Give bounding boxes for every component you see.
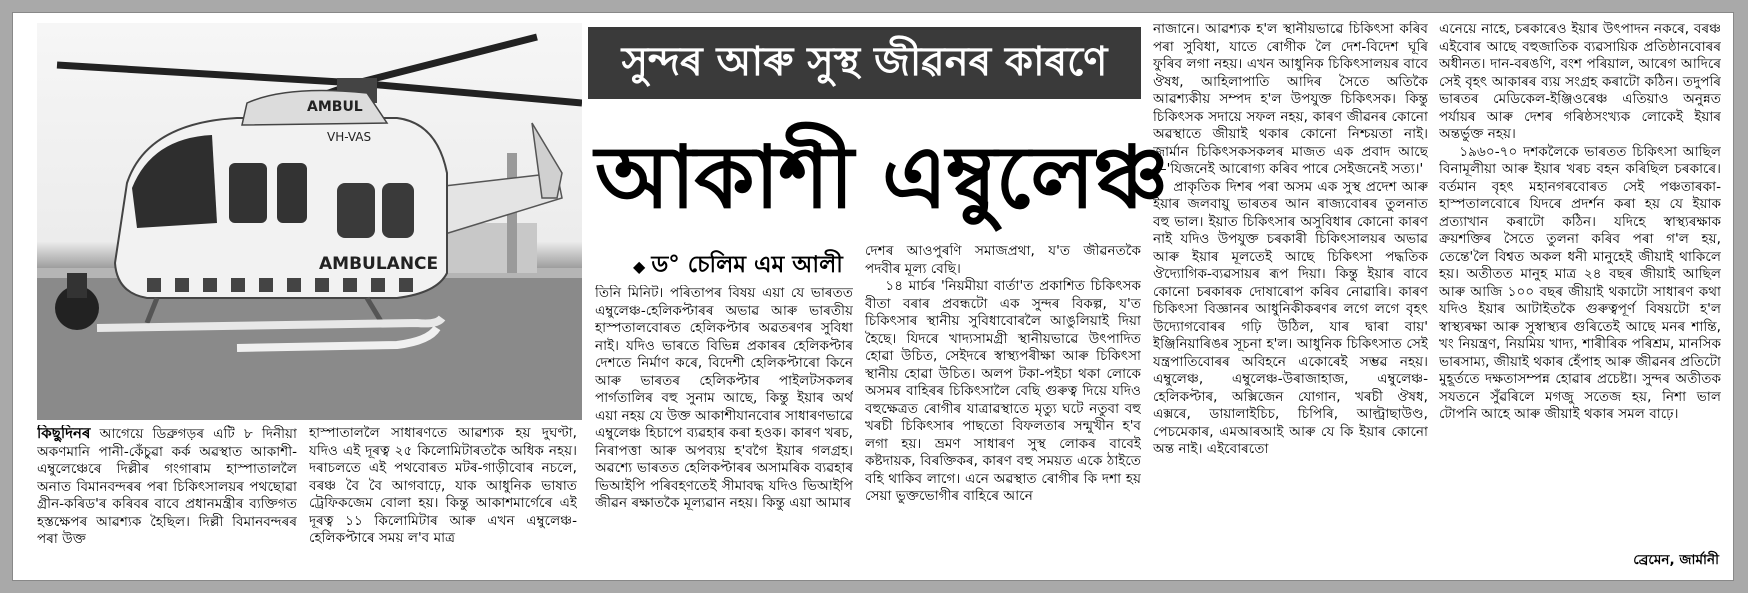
- column-2: [309, 425, 577, 575]
- column-1-text: আগেয়ে ডিব্ৰুগড়ৰ এটি ৮ দিনীয়া অকণমানি পানী-কেঁচুৱা কৰ্ক অৱস্থাত আকাশী-এম্বুলেঞ্চেৰে দিল্লীৰ গংগাৰাম হাস্পাতাললৈ অনাত বিমানবন্দৰৰ পৰা চিকিৎসালয়ৰ পথছোৱা গ্ৰীন-কৰিড'ৰ কৰিবৰ বাবে প্ৰধানমন্ত্ৰীৰ ব্যক্তিগত হস্তক্ষেপৰ আৱশ্যক হৈছিল। দিল্লী বিমানবন্দৰৰ পৰা উক্ত: [37, 426, 297, 547]
- author-name: ড° চেলিম এম আলী: [651, 252, 843, 278]
- author-location: ব্ৰেমেন, জাৰ্মানী: [1633, 552, 1719, 568]
- column-4-p1: দেশৰ আওপুৰণি সমাজপ্ৰথা, য'ত জীৱনতকৈ পদবীৰ মূল্য বেছি।: [865, 243, 1141, 277]
- column-5: [1153, 21, 1428, 575]
- column-3: [595, 285, 853, 575]
- column-6-p2: ১৯৬০-৭০ দশকলৈকে ভাৰতত চিকিৎসা আছিল বিনামূলীয়া আৰু ইয়াৰ খৰচ বহন কৰিছিল চৰকাৰে। বৰ্তমান বৃহৎ মহানগৰবোৰত সেই পঞ্চতাৰকা-হাস্পতালবোৰে যিদৰে প্ৰদৰ্শন কৰা হয় যে ইয়াক প্ৰত্যাখান কৰাটো কঠিন। যদিহে স্বাস্থ্যৰক্ষাক ক্ৰয়শক্তিৰ সৈতে তুলনা কৰিব পৰা গ'ল হয়, তেন্তে'লৈ বিশ্বত অকল ধনী মানুহেই জীয়াই থাকিলে হয়। অতীতত মানুহ মাত্ৰ ২৪ বছৰ জীয়াই আছিল আৰু আজি ১০০ বছৰ জীয়াই থকাটো সাধাৰণ কথা যদিও ইয়াৰ আটাইতকৈ গুৰুত্বপূৰ্ণ বিষয়টো হ'ল স্বাস্থ্যৰক্ষা আৰু সুস্বাস্থ্যৰ গুৰিতেই আছে মনৰ শান্তি, খং নিয়ন্ত্ৰণ, নিয়মিয় খাদ্য, শাৰীৰিক পৰিশ্ৰম, মানসিক ভাৰসাম্য, জীয়াই থকাৰ হেঁপাহ আৰু জীৱনৰ প্ৰতিটো মুহূৰ্ততে দক্ষতাসম্পন্ন হোৱাৰ প্ৰচেষ্টা। সুন্দৰ অতীতক সযতনে সুঁৱৰিলে মগজু সতেজ হয়, নিশা ভাল টোপনি আহে আৰু জীয়াই থকাৰ সমল বাঢ়ে।: [1439, 143, 1721, 422]
- helicopter-top-text: AMBUL: [307, 99, 363, 115]
- column-6-p1: এনেয়ে নাহে, চৰকাৰেও ইয়াৰ উৎপাদন নকৰে, বৰঞ্চ এইবোৰ আছে বহুজাতিক ব্যৱসায়িক প্ৰতিষ্ঠানবোৰৰ অধীনত। দান-বৰঙণি, বংশ পৰিয়াল, আৰেগ আদিৰে সেই বৃহৎ আকাৰৰ ব্যয় সংগ্ৰহ কৰাটো কঠিন। তদুপৰি ভাৰতৰ মেডিকেল-ইঞ্জিওৰেঞ্চ এতিয়াও অনুন্নত পৰ্যায়ৰ আৰু দেশৰ গৰিষ্ঠসংখ্যক লোকেই ইয়াৰ অন্তৰ্ভুক্ত নহয়।: [1439, 21, 1721, 142]
- column-1: [37, 425, 297, 575]
- helicopter-illustration: [37, 23, 582, 420]
- column-5-p1: নাজানে। আৱশ্যক হ'ল স্থানীয়ভাৱে চিকিৎসা কৰিব পৰা সুবিধা, যাতে ৰোগীক লৈ দেশ-বিদেশ ঘূৰি ফুৰিব লগা নহয়। এখন আধুনিক চিকিৎসালয়ৰ বাবে ঔষধ, আহিলাপাতি আদিৰ সৈতে অতিকৈ আৱশ্যকীয় সম্পদ হ'ল উপযুক্ত চিকিৎসক। কিন্তু চিকিৎসক সদায়ে সফল নহয়, কাৰণ জীৱনৰ কোনো অৱস্থাতে জীয়াই থকাৰ কোনো নিশ্চয়তা নাই। জাৰ্মান চিকিৎসকসকলৰ মাজত এক প্ৰবাদ আছে—'যিজনেই আৰোগ্য কৰিব পাৰে সেইজনেই সত্য।': [1153, 21, 1428, 177]
- lead-word: কিছুদিনৰ: [37, 425, 91, 442]
- article-headline: আকাশী এম্বুলেঞ্চ: [595, 128, 1168, 228]
- helicopter-side-text: AMBULANCE: [319, 254, 439, 274]
- column-5-p2: প্ৰাকৃতিক দিশৰ পৰা অসম এক সুস্থ প্ৰদেশ আৰু ইয়াৰ জলবায়ু ভাৰতৰ আন ৰাজ্যবোৰৰ তুলনাত বহু ভাল। ইয়াত চিকিৎসাৰ অসুবিধাৰ কোনো কাৰণ নাই যদিও উপযুক্ত চৰকাৰী চিকিৎসালয়ৰ অভাৱ আৰু ইয়াৰ মূলতেই আছে চিকিৎসা পদ্ধতিক ঔদ্যোগিক-ব্যৱসায়ৰ ৰূপ দিয়া। কিন্তু ইয়াৰ বাবে কোনো চৰকাৰক দোষাৰোপ কৰিব নোৱাৰি। কাৰণ চিকিৎসা বিজ্ঞানৰ আধুনিকীকৰণৰ লগে লগে বৃহৎ উদ্যোগবোৰৰ গঢ়ি উঠিল, যাৰ দ্বাৰা বায়' ইঞ্জিনিয়াৰিঙৰ সূচনা হ'ল। আধুনিক চিকিৎসাত সেই যন্ত্ৰপাতিবোৰৰ অবিহনে একোৰেই সম্ভৱ নহয়। এম্বুলেঞ্চ, এম্বুলেঞ্চ-উৰাজাহাজ, এম্বুলেঞ্চ-হেলিকপ্টাৰ, অক্সিজেন যোগান, খৰচী ঔষধ, এক্সৰে, ডায়ালাইচিচ, চিপিৰি, আল্ট্ৰাছাউণ্ড, পেচমেকাৰ, এমআৰআই আৰু যে কি ইয়াৰ কোনো অন্ত নাই। এইবোৰতো: [1153, 178, 1428, 457]
- column-2-text: হাস্পাতাললৈ সাধাৰণতে আৱশ্যক হয় দুঘণ্টা, যদিও এই দূৰত্ব ২৫ কিলোমিটাৰতকৈ অধিক নহয়। দৰাচলতে এই পথবোৰত মটৰ-গাড়ীবোৰ নচলে, বৰঞ্চ বৈ বৈ আগবাঢ়ে, যাক আধুনিক ভাষাত ট্ৰেফিকজেম বোলা হয়। কিন্তু আকাশমাৰ্গেৰে এই দূৰত্ব ১১ কিলোমিটাৰ আৰু এখন এম্বুলেঞ্চ-হেলিকপ্টাৰে সময় ল'ব মাত্ৰ: [309, 425, 577, 546]
- helicopter-tail-text: VH-VAS: [327, 130, 372, 144]
- helicopter-photo: [37, 23, 582, 420]
- column-6: [1439, 21, 1721, 557]
- column-3-text: তিনি মিনিট। পৰিতাপৰ বিষয় এয়া যে ভাৰতত এম্বুলেঞ্চ-হেলিকপ্টাৰৰ অভাৱ আৰু ভাৰতীয় হাস্পতালবোৰত হেলিকপ্টাৰ অৱতৰণৰ সুবিধা নাই। যদিও ভাৰতে বিভিন্ন প্ৰকাৰৰ হেলিকপ্টাৰ দেশতে নিৰ্মাণ কৰে, বিদেশী হেলিকপ্টাৰো কিনে আৰু ভাৰতৰ হেলিকপ্টাৰ পাইলটসকলৰ পাৰ্গতালিৰ বহু সুনাম আছে, কিন্তু ইয়াৰ অৰ্থ এয়া নহয় যে উক্ত আকাশীযানবোৰ সাধাৰণভাৱে এম্বুলেঞ্চ হিচাপে ব্যৱহাৰ কৰা হওক। কাৰণ খৰচ, নিৰাপত্তা আৰু অপব্যয় হ'বগৈ ইয়াৰ গলগ্ৰহ। অৱশ্যে ভাৰতত হেলিকপ্টাৰৰ অসামৰিক ব্যৱহাৰ ভিআইপি পৰিবহণতেই সীমাবদ্ধ যদিও ভিআইপি জীৱন ৰক্ষাতকৈ মূল্যৱান নহয়। কিন্তু এয়া আমাৰ: [595, 285, 853, 511]
- column-4-p2: ১৪ মাৰ্চৰ 'নিয়মীয়া বাৰ্তা'ত প্ৰকাশিত চিকিৎসক বীতা বৰাৰ প্ৰবন্ধটো এক সুন্দৰ বিকল্প, য'ত চিকিৎসাৰ স্থানীয় সুবিধাবোৰলৈ আঙুলিয়াই দিয়া হৈছে। যিদৰে খাদ্যসামগ্ৰী স্থানীয়ভাৱে উৎপাদিত হোৱা উচিত, সেইদৰে স্বাস্থ্যপৰীক্ষা আৰু চিকিৎসা স্থানীয় হোৱা উচিত। অলপ টকা-পইচা থকা লোকে অসমৰ বাহিৰৰ চিকিৎসালৈ বেছি গুৰুত্ব দিয়ে যদিও বহুক্ষেত্ৰত ৰোগীৰ যাত্ৰাৱস্থাতে মৃত্যু ঘটে নতুবা বহু খৰচী চিকিৎসাৰ পাছতো বিফলতাৰ সন্মুখীন হ'ব লগা হয়। ভ্ৰমণ সাধাৰণ সুস্থ লোকৰ বাবেই কষ্টদায়ক, বিৰক্তিকৰ, কাৰণ বহু সময়ত একে ঠাইতে বহি থাকিব লাগে। এনে অৱস্থাত ৰোগীৰ কি দশা হয় সেয়া ভুক্তভোগীৰ বাহিৰে আনে: [865, 278, 1141, 504]
- byline: [633, 246, 843, 285]
- diamond-icon: ◆: [633, 257, 646, 276]
- section-kicker: সুন্দৰ আৰু সুস্থ জীৱনৰ কাৰণে: [588, 27, 1141, 99]
- column-4: [865, 243, 1141, 575]
- newspaper-page: [12, 12, 1734, 581]
